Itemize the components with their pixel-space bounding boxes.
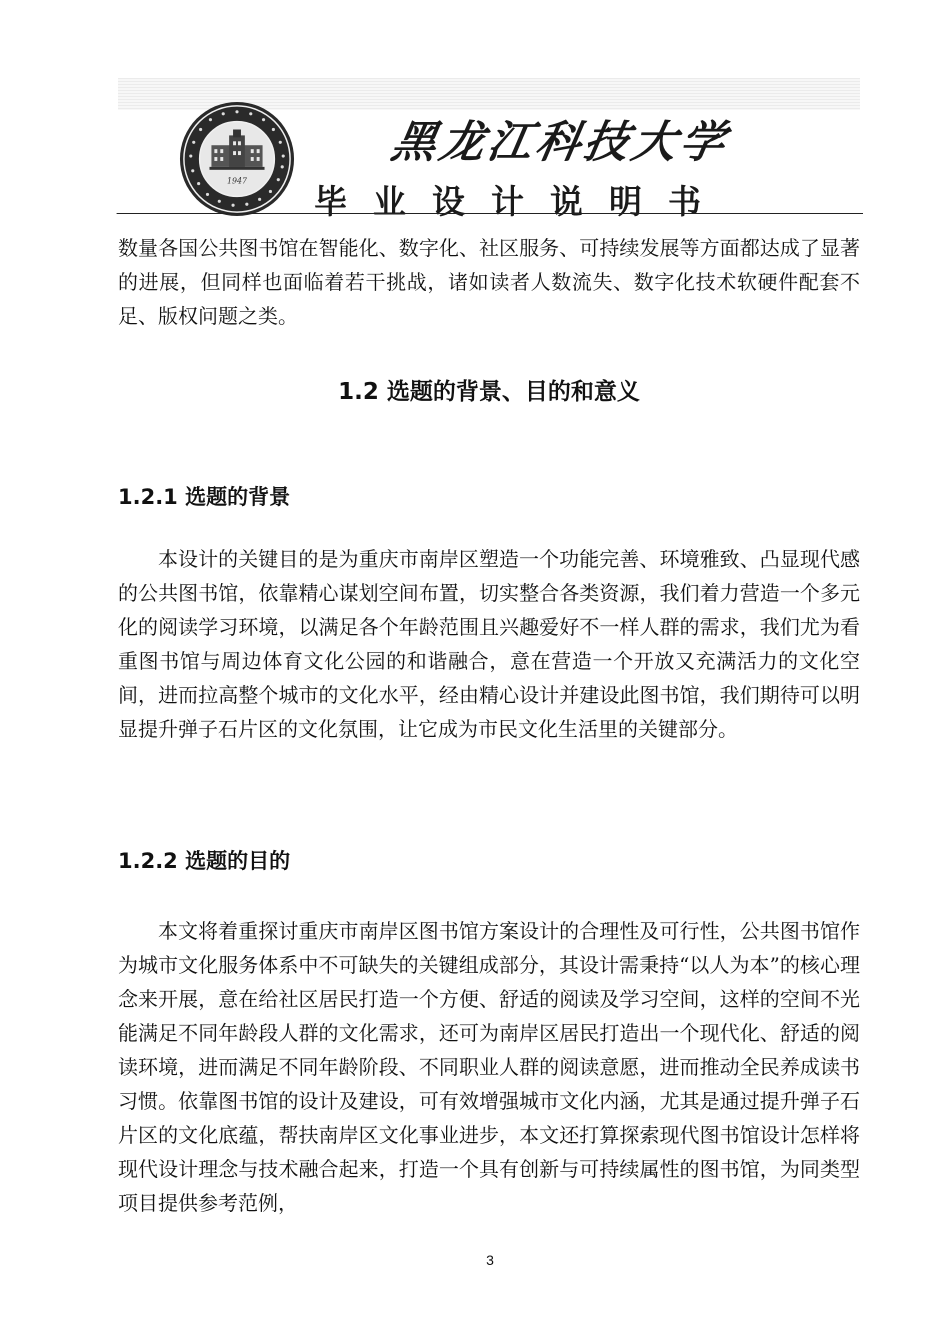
subsection-title-purpose: 1.2.2 选题的目的 <box>118 849 291 873</box>
header-divider <box>118 213 863 214</box>
subsection-title-background: 1.2.1 选题的背景 <box>118 485 291 509</box>
purpose-paragraph: 本文将着重探讨重庆市南岸区图书馆方案设计的合理性及可行性，公共图书馆作为城市文化服务体系中不可缺失的关键组成部分，其设计需秉持“以人为本”的核心理念来开展，意在给社区居民打造一个方便、舒适的阅读及学习空间，这样的空间不光能满足不同年龄段人群的文化需求，还可为南岸区居民打造出一个现代化、舒适的阅读环境，进而满足不同年龄阶段、不同职业人群的阅读意愿，进而推动全民养成读书习惯。依靠图书馆的设计及建设，可有效增强城市文化内涵，尤其是通过提升弹子石片区的文化底蕴，帮扶南岸区文化事业进步，本文还打算探索现代图书馆设计怎样将现代设计理念与技术融合起来，打造一个具有创新与可持续属性的图书馆，为同类型项目提供参考范例， <box>118 919 860 1215</box>
university-name: 黑龙江科技大学 <box>387 117 733 168</box>
seal-year: 1947 <box>226 176 248 186</box>
header-banner <box>118 78 860 221</box>
document-type-title: 毕业设计说明书 <box>314 182 727 221</box>
page-number: 3 <box>486 1252 494 1268</box>
intro-continuation-paragraph: 数量各国公共图书馆在智能化、数字化、社区服务、可持续发展等方面都达成了显著的进展，但同样也面临着若干挑战，诸如读者人数流失、数字化技术软硬件配套不足、版权问题之类。 <box>118 236 860 328</box>
background-paragraph: 本设计的关键目的是为重庆市南岸区塑造一个功能完善、环境雅致、凸显现代感的公共图书馆，依靠精心谋划空间布置，切实整合各类资源，我们着力营造一个多元化的阅读学习环境，以满足各个年龄范围且兴趣爱好不一样人群的需求，我们尤为看重图书馆与周边体育文化公园的和谐融合，意在营造一个开放又充满活力的文化空间，进而拉高整个城市的文化水平，经由精心设计并建设此图书馆，我们期待可以明显提升弹子石片区的文化氛围，让它成为市民文化生活里的关键部分。 <box>118 547 860 741</box>
header-rule-tick-right: - <box>859 206 864 220</box>
section-title: 1.2 选题的背景、目的和意义 <box>338 379 640 405</box>
university-seal-icon <box>178 100 296 218</box>
header-rule-tick-left: - <box>116 206 121 220</box>
